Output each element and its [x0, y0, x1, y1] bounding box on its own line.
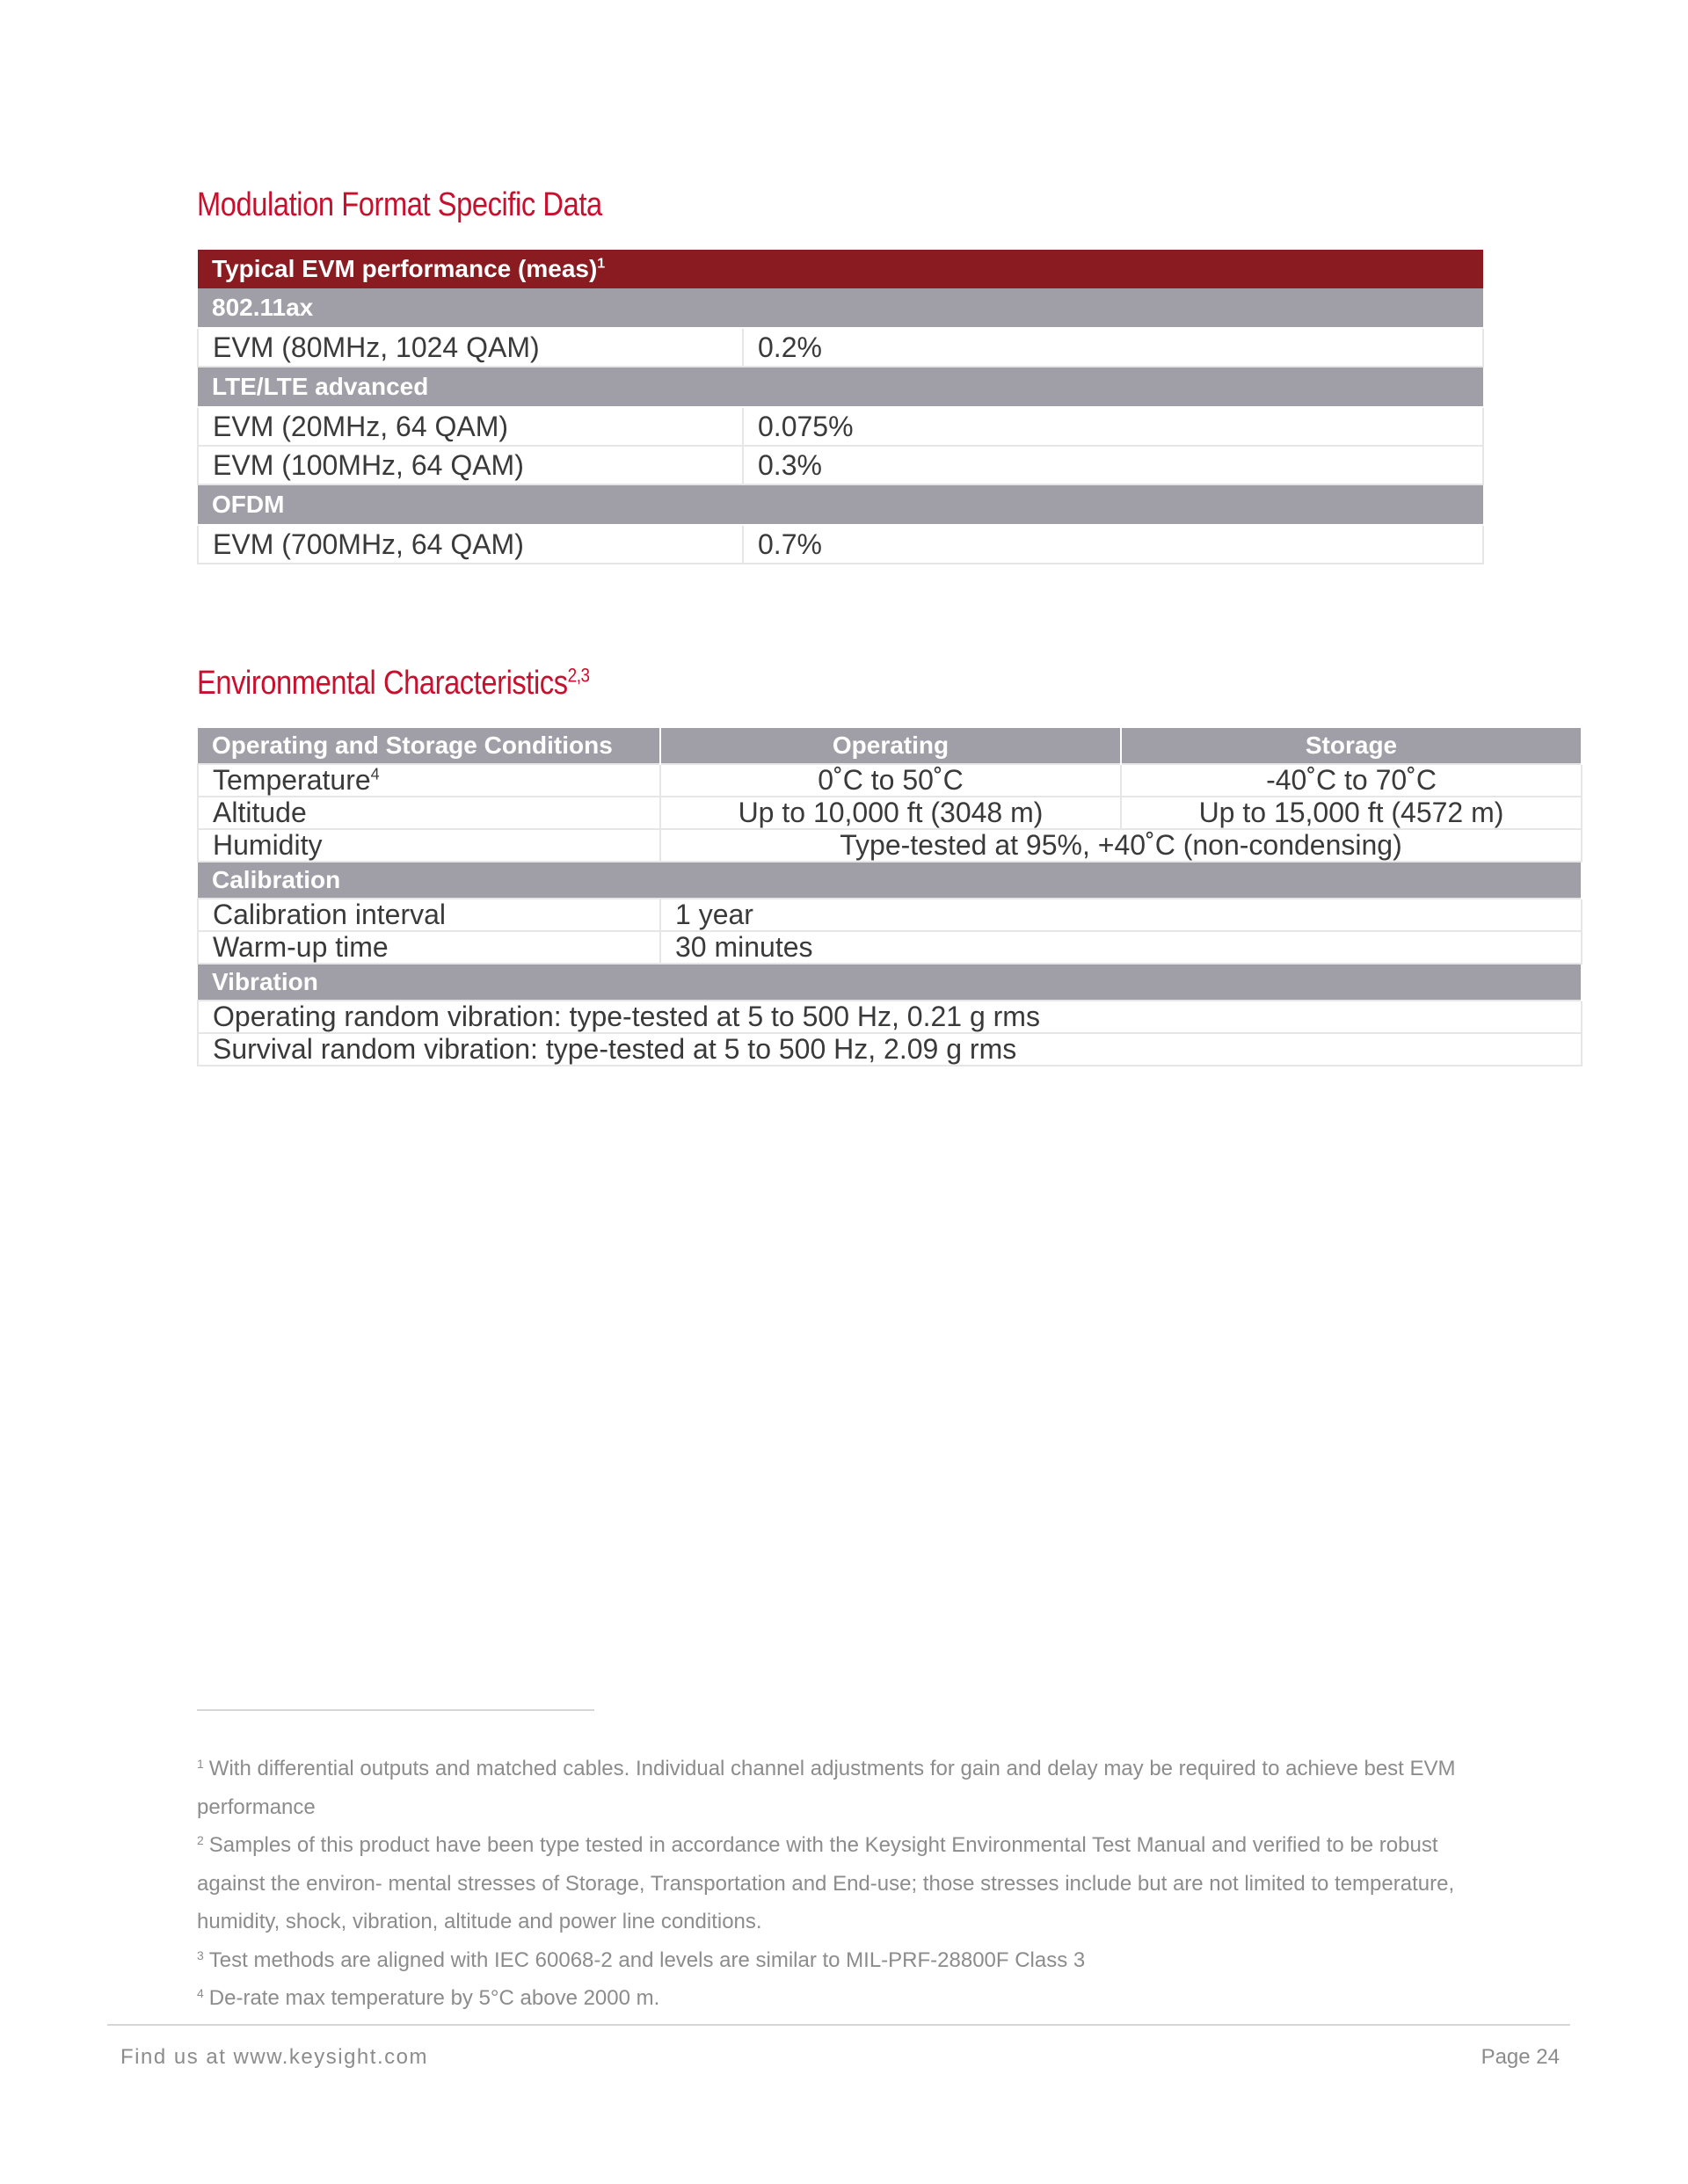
table-row	[198, 525, 1483, 564]
table-row	[198, 797, 1582, 829]
group-header-802-11ax: 802.11ax	[198, 288, 1483, 328]
row-value: 0.7%	[743, 525, 1483, 564]
table-row	[198, 1001, 1582, 1033]
table-row	[198, 407, 1483, 446]
table-row	[198, 829, 1582, 862]
row-text: Survival random vibration: type-tested at 5 to 500 Hz, 2.09 g rms	[198, 1033, 1582, 1066]
modulation-section-title: Modulation Format Specific Data	[197, 186, 602, 223]
row-value: 0.3%	[743, 446, 1483, 484]
table-row	[198, 1033, 1582, 1066]
row-label: Calibration interval	[198, 899, 660, 931]
row-value: 0.075%	[743, 407, 1483, 446]
row-operating: 0˚C to 50˚C	[660, 764, 1121, 797]
row-text: Operating random vibration: type-tested at 5 to 500 Hz, 0.21 g rms	[198, 1001, 1582, 1033]
env-table-header	[198, 728, 1582, 764]
row-label: EVM (700MHz, 64 QAM)	[198, 525, 743, 564]
row-value: 0.2%	[743, 328, 1483, 367]
table-row	[198, 446, 1483, 484]
footnote-ref: 4	[370, 765, 380, 783]
footnote-divider	[197, 1709, 594, 1711]
footnotes	[197, 1750, 1463, 2018]
row-label: EVM (100MHz, 64 QAM)	[198, 446, 743, 484]
evm-performance-table	[197, 250, 1484, 564]
footnote-2: $^2$ Samples of this product have been type tested in accordance with the Keysight Environmental Test Manual and verified to be robust against the environ- mental stresses of Storage, Transportation and End-use; those stresses include but are not limited to temperature, humidity, shock, vibration, altitude and power line conditions.	[197, 1833, 1455, 1933]
table-row	[198, 931, 1582, 964]
footnote-3: $^3$ Test methods are aligned with IEC 60068-2 and levels are similar to MIL-PRF-28800F Class 3	[197, 1947, 1086, 1972]
group-header-lte: LTE/LTE advanced	[198, 367, 1483, 407]
footnote-1: $^1$ With differential outputs and matched cables. Individual channel adjustments for gain and delay may be required to achieve best EVM performance	[197, 1757, 1456, 1819]
row-label: EVM (20MHz, 64 QAM)	[198, 407, 743, 446]
table-row	[198, 764, 1582, 797]
footer-divider	[107, 2024, 1570, 2026]
table-row	[198, 328, 1483, 367]
footnote-4: $^4$ De-rate max temperature by 5°C above 2000 m.	[197, 1986, 660, 2010]
row-combined-value: Type-tested at 95%, +40˚C (non-condensing)	[660, 829, 1582, 862]
row-value: 1 year	[660, 899, 1582, 931]
evm-table-header-label: Typical EVM performance (meas)	[212, 255, 598, 282]
header-storage: Storage	[1121, 728, 1582, 764]
row-label: Humidity	[198, 829, 660, 862]
group-header-ofdm: OFDM	[198, 484, 1483, 525]
row-storage: -40˚C to 70˚C	[1121, 764, 1582, 797]
environmental-section-title: Environmental Characteristics$^{2,3}$	[197, 664, 590, 702]
row-storage: Up to 15,000 ft (4572 m)	[1121, 797, 1582, 829]
footnote-ref: 2,3	[567, 664, 590, 687]
row-label: Altitude	[198, 797, 660, 829]
row-label: EVM (80MHz, 1024 QAM)	[198, 328, 743, 367]
environmental-table	[197, 728, 1582, 1067]
row-operating: Up to 10,000 ft (3048 m)	[660, 797, 1121, 829]
evm-table-header	[198, 250, 1483, 288]
page-number: Page 24	[1481, 2045, 1560, 2069]
table-row	[198, 899, 1582, 931]
row-label: Warm-up time	[198, 931, 660, 964]
row-value: 30 minutes	[660, 931, 1582, 964]
footer-website-link[interactable]: Find us at www.keysight.com	[120, 2045, 428, 2069]
group-header-calibration: Calibration	[198, 862, 1582, 899]
row-label: Temperature$^4$	[198, 764, 660, 797]
header-operating: Operating	[660, 728, 1121, 764]
header-conditions: Operating and Storage Conditions	[198, 728, 660, 764]
group-header-vibration: Vibration	[198, 964, 1582, 1001]
footnote-ref: 1	[597, 256, 606, 272]
